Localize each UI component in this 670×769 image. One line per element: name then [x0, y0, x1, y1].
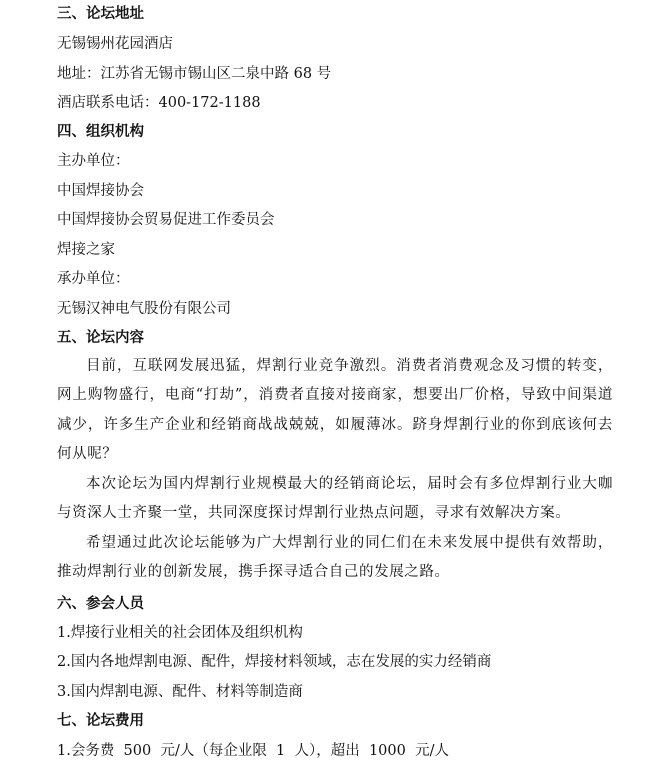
content-paragraph-3: 希望通过此次论坛能够为广大焊割行业的同仁们在未来发展中提供有效帮助，推动焊割行业的创新发展，携手探寻适合自己的发展之路。 — [57, 535, 613, 581]
host-item: 中国焊接协会 — [57, 183, 144, 199]
section-heading-venue: 三、论坛地址 — [57, 6, 144, 22]
section-heading-attendees: 六、参会人员 — [57, 596, 144, 612]
section-heading-fees: 七、论坛费用 — [57, 713, 144, 729]
host-item: 中国焊接协会贸易促进工作委员会 — [57, 212, 275, 228]
content-paragraph-2: 本次论坛为国内焊割行业规模最大的经销商论坛，届时会有多位焊割行业大咖与资深人士齐聚一堂，共同深度探讨焊割行业热点问题，寻求有效解决方案。 — [57, 476, 613, 522]
attendee-item: 2.国内各地焊割电源、配件，焊接材料领域，志在发展的实力经销商 — [57, 654, 492, 670]
venue-phone: 酒店联系电话：400-172-1188 — [57, 95, 261, 111]
venue-name: 无锡锡州花园酒店 — [57, 36, 173, 52]
host-item: 焊接之家 — [57, 242, 115, 258]
venue-address: 地址：江苏省无锡市锡山区二泉中路 68 号 — [57, 66, 332, 82]
content-paragraph-1: 目前，互联网发展迅猛，焊割行业竞争激烈。消费者消费观念及习惯的转变，网上购物盛行，电商“打劫”，消费者直接对接商家，想要出厂价格，导致中间渠道减少，许多生产企业和经销商战战兢兢，如履薄冰。跻身焊割行业的你到底该何去何从呢？ — [57, 358, 613, 463]
section-heading-organization: 四、组织机构 — [57, 124, 144, 140]
organizer-label: 承办单位： — [57, 271, 130, 287]
organizer-name: 无锡汉神电气股份有限公司 — [57, 301, 231, 317]
host-label: 主办单位： — [57, 153, 130, 169]
attendee-item: 1.焊接行业相关的社会团体及组织机构 — [57, 625, 303, 641]
fee-item: 1.会务费 500 元/人（每企业限 1 人），超出 1000 元/人 — [57, 743, 449, 759]
section-heading-content: 五、论坛内容 — [57, 330, 144, 346]
attendee-item: 3.国内焊割电源、配件、材料等制造商 — [57, 684, 303, 700]
